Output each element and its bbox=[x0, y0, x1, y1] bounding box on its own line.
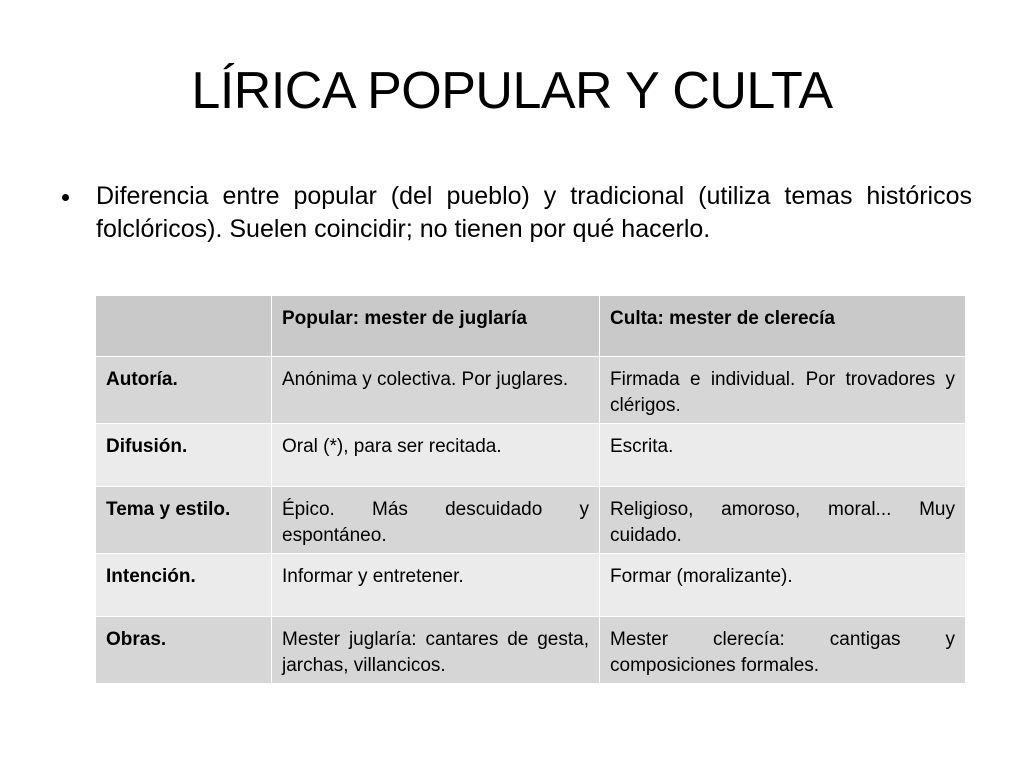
row-label: Tema y estilo. bbox=[96, 487, 272, 554]
cell-culta: Religioso, amoroso, moral... Muy cuidado. bbox=[600, 487, 966, 554]
cell-popular: Anónima y colectiva. Por juglares. bbox=[272, 357, 600, 424]
header-cell-popular: Popular: mester de juglaría bbox=[272, 296, 600, 357]
table-row bbox=[96, 357, 966, 424]
cell-culta: Mester clerecía: cantigas y composiciones formales. bbox=[600, 617, 966, 684]
table-header-row bbox=[96, 296, 966, 357]
table-row bbox=[96, 617, 966, 684]
table-row bbox=[96, 424, 966, 487]
row-label: Obras. bbox=[96, 617, 272, 684]
header-cell-culta: Culta: mester de clerecía bbox=[600, 296, 966, 357]
bullet-list bbox=[60, 180, 972, 246]
comparison-table bbox=[95, 295, 966, 684]
cell-popular: Informar y entretener. bbox=[272, 554, 600, 617]
bullet-text: Diferencia entre popular (del pueblo) y tradicional (utiliza temas históricos folclóricos). Suelen coincidir; no tienen por qué hacerlo. bbox=[96, 182, 972, 243]
cell-popular: Mester juglaría: cantares de gesta, jarchas, villancicos. bbox=[272, 617, 600, 684]
slide-title: LÍRICA POPULAR Y CULTA bbox=[191, 62, 833, 120]
cell-popular: Oral (*), para ser recitada. bbox=[272, 424, 600, 487]
cell-culta: Formar (moralizante). bbox=[600, 554, 966, 617]
cell-culta: Escrita. bbox=[600, 424, 966, 487]
cell-popular: Épico. Más descuidado y espontáneo. bbox=[272, 487, 600, 554]
row-label: Autoría. bbox=[96, 357, 272, 424]
cell-culta: Firmada e individual. Por trovadores y clérigos. bbox=[600, 357, 966, 424]
row-label: Intención. bbox=[96, 554, 272, 617]
table-row bbox=[96, 554, 966, 617]
table-row bbox=[96, 487, 966, 554]
bullet-item bbox=[60, 180, 972, 246]
bullet-dot-icon bbox=[62, 194, 69, 201]
header-cell-empty bbox=[96, 296, 272, 357]
row-label: Difusión. bbox=[96, 424, 272, 487]
